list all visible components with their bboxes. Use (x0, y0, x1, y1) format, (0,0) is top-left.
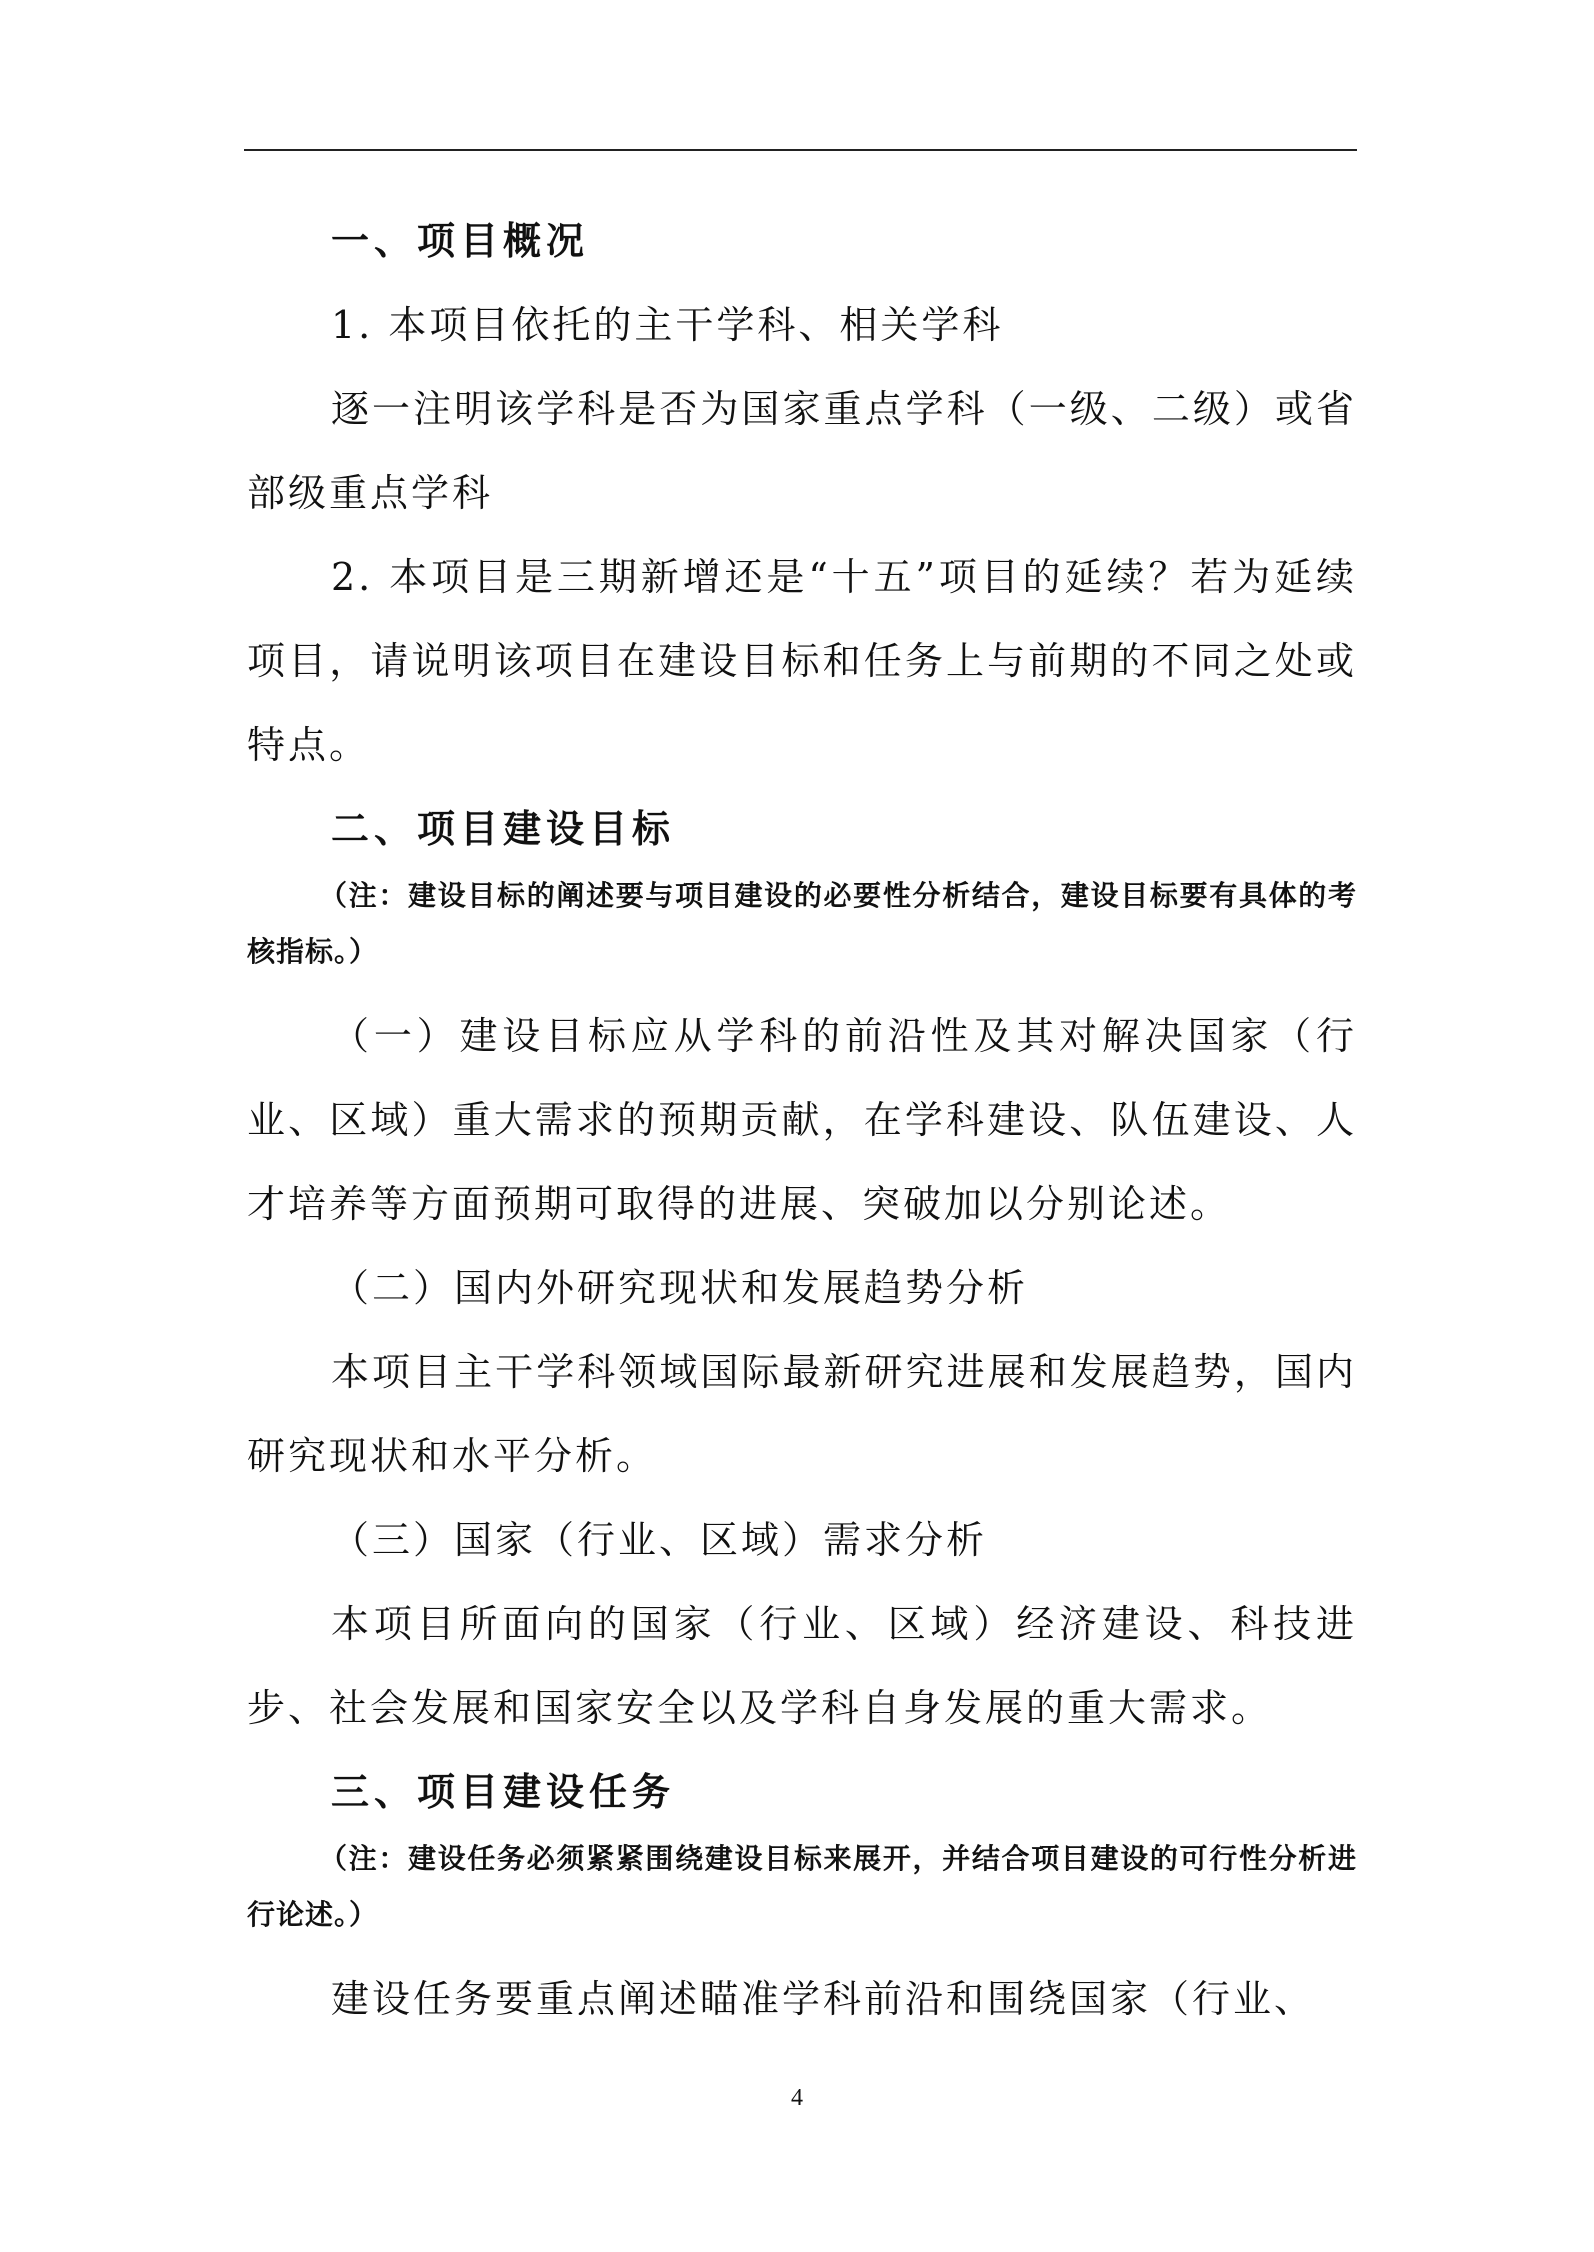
sub1-text: （一）建设目标应从学科的前沿性及其对解决国家（行业、区域）重大需求的预期贡献，在学科建设、队伍建设、人才培养等方面预期可取得的进展、突破加以分别论述。 (247, 1014, 1357, 1226)
sub3-text: 本项目所面向的国家（行业、区域）经济建设、科技进步、社会发展和国家安全以及学科自身发展的重大需求。 (247, 1602, 1357, 1730)
item1-title: 1. 本项目依托的主干学科、相关学科 (331, 303, 1004, 347)
section2-note: （注：建设目标的阐述要与项目建设的必要性分析结合，建设目标要有具体的考核指标。） (247, 879, 1357, 968)
page-number: 4 (791, 2085, 803, 2111)
sub2-text: 本项目主干学科领域国际最新研究进展和发展趋势，国内研究现状和水平分析。 (247, 1350, 1357, 1478)
section3-text: 建设任务要重点阐述瞄准学科前沿和围绕国家（行业、 (331, 1977, 1316, 2021)
sub2-title: （二）国内外研究现状和发展趋势分析 (331, 1266, 1029, 1310)
item2-text: 2. 本项目是三期新增还是“十五”项目的延续？若为延续项目，请说明该项目在建设目标和任务上与前期的不同之处或特点。 (247, 555, 1357, 767)
sub3-title: （三）国家（行业、区域）需求分析 (331, 1518, 988, 1562)
section-heading-tasks: 三、项目建设任务 (331, 1769, 676, 1814)
item1-text: 逐一注明该学科是否为国家重点学科（一级、二级）或省部级重点学科 (247, 387, 1357, 515)
section-heading-goals: 二、项目建设目标 (331, 806, 676, 851)
section-heading-overview: 一、项目概况 (331, 218, 590, 263)
section3-note: （注：建设任务必须紧紧围绕建设目标来展开，并结合项目建设的可行性分析进行论述。） (247, 1842, 1357, 1931)
header-rule (244, 149, 1357, 151)
